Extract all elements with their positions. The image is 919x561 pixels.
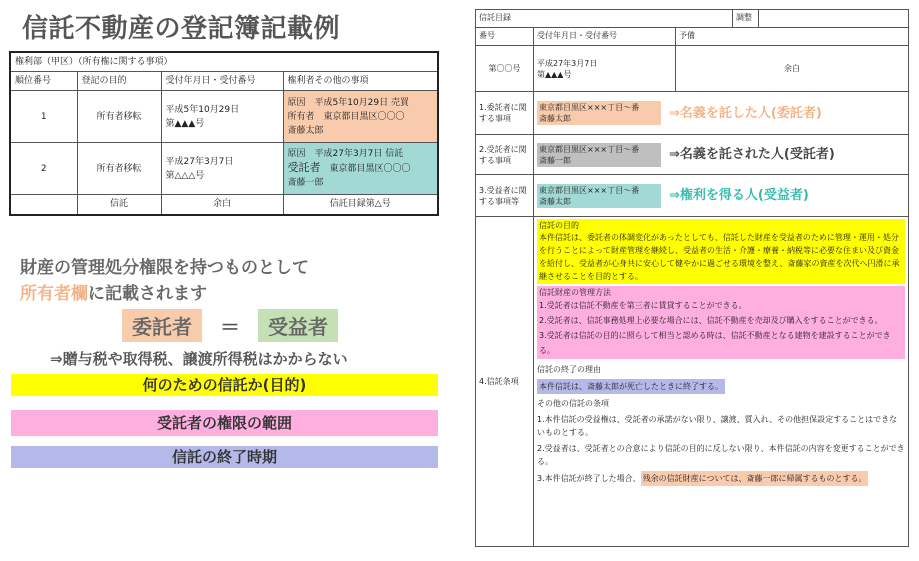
row1-purpose: 所有者移転 — [77, 91, 161, 143]
beneficiary-arrow-note: ⇒権利を得る人(受益者) — [669, 188, 809, 203]
end-heading: 信託の終了の理由 — [537, 365, 601, 374]
row3-rights: 信託目録第△号 — [283, 195, 438, 215]
row2-trustee-name: 斎藤一郎 — [287, 178, 324, 188]
owner-column-highlight: 所有者欄 — [20, 284, 88, 304]
page-title: 信託不動産の登記簿記載例 — [22, 14, 341, 44]
table-row — [476, 46, 909, 92]
catalog-title: 信託目録 — [476, 10, 733, 28]
catalog-date: 平成27年3月7日 — [537, 58, 598, 68]
trust-catalog-table — [475, 9, 909, 547]
beneficiary-label: 3.受益者に関する事項等 — [476, 175, 534, 217]
beneficiary-name: 斎藤太郎 — [539, 196, 571, 206]
row3-no — [10, 195, 77, 215]
catalog-blank: 余白 — [676, 46, 909, 92]
row1-owner-name: 斎藤太郎 — [287, 125, 324, 136]
register-table — [9, 51, 439, 216]
purpose-band: 何のための信託か(目的) — [11, 374, 438, 396]
trustee-cell — [534, 135, 909, 175]
row2-date: 平成27年3月7日 — [165, 156, 234, 167]
settlor-arrow-note: ⇒名義を託した人(委託者) — [669, 105, 822, 121]
purpose-section — [537, 219, 905, 284]
header-purpose: 登記の目的 — [77, 72, 161, 91]
beneficiary-box: 受益者 — [258, 309, 338, 342]
end-band: 信託の終了時期 — [11, 446, 438, 468]
catalog-adjust: 調整 — [733, 10, 759, 28]
management-section — [537, 286, 905, 359]
beneficiary-address: 東京都目黒区×××丁目〜番 — [539, 185, 640, 195]
catalog-number: 第〇〇号 — [476, 46, 534, 92]
row2-trustee-label: 受託者 — [287, 161, 321, 174]
management-item-2: 2.受託者は、信託事務処理上必要な場合には、信託不動産を売却及び購入をすることができる。 — [539, 316, 883, 325]
header-number: 番号 — [476, 28, 534, 46]
header-date: 受付年月日・受付番号 — [161, 72, 283, 91]
header-receipt: 受付年月日・受付番号 — [534, 28, 676, 46]
row2-purpose: 所有者移転 — [77, 143, 161, 195]
trustee-name: 斎藤一郎 — [539, 155, 571, 165]
row2-trustee-line — [288, 161, 434, 176]
table-row — [476, 92, 909, 135]
row2-trustee-addr: 東京都目黒区〇〇〇 — [329, 164, 411, 174]
end-body: 本件信託は、斎藤太郎が死亡したときに終了する。 — [537, 379, 725, 394]
settlor-label: 1.委託者に関する事項 — [476, 92, 534, 135]
row1-no: 1 — [10, 91, 77, 143]
row2-rights — [283, 143, 438, 195]
register-section-title: 権利部（甲区）（所有権に関する事項） — [10, 52, 438, 72]
other-item-3-lead: 3.本件信託が終了した場合、 — [537, 474, 641, 483]
explanation-line2-rest: に記載されます — [88, 284, 207, 304]
row3-date: 余白 — [161, 195, 283, 215]
table-row — [10, 91, 438, 143]
beneficiary-info — [537, 184, 661, 208]
conditions-cell — [534, 217, 909, 547]
row2-no: 2 — [10, 143, 77, 195]
catalog-adjust-value — [759, 10, 909, 28]
table-row — [476, 10, 909, 28]
table-row — [476, 28, 909, 46]
trustee-arrow-note: ⇒名義を託された人(受託者) — [669, 147, 835, 162]
explanation-line2 — [20, 281, 309, 307]
settlor-box: 委託者 — [122, 309, 202, 342]
catalog-receipt-number: 第▲▲▲号 — [537, 69, 572, 79]
row1-date-cell — [161, 91, 283, 143]
authority-band: 受託者の権限の範囲 — [11, 410, 438, 436]
header-rank: 順位番号 — [10, 72, 77, 91]
row1-rights — [283, 91, 438, 143]
other-item-3-highlight: 残余の信託財産については、斎藤一郎に帰属するものとする。 — [641, 471, 869, 486]
equals-sign: ＝ — [220, 315, 240, 339]
other-item-1: 1.本件信託の受益権は、受託者の承諾がない限り、譲渡、質入れ、その他担保設定することはできないものとする。 — [537, 415, 898, 437]
settlor-address: 東京都目黒区×××丁目〜番 — [539, 103, 640, 112]
purpose-body: 本件信託は、委託者の体調変化があったとしても、信託した財産を受益者のために管理・運用・処分を行うことによって財産管理を継続し、受益者の生活・介護・療養・納税等に必要な住まい及び資金を給付し、受益者が心身共に安心して健やかに過ごせる環境を整え、斎藤家の資産を次代へ円滑に承継させることを目的とする。 — [539, 233, 900, 281]
trustee-info — [537, 143, 661, 167]
table-row — [476, 175, 909, 217]
row2-date-cell — [161, 143, 283, 195]
tax-note: ⇒贈与税や取得税、譲渡所得税はかからない — [50, 350, 348, 368]
table-row — [10, 195, 438, 215]
other-item-3 — [537, 471, 905, 486]
row1-date: 平成5年10月29日 — [165, 104, 240, 115]
conditions-label: 4.信託条項 — [476, 217, 534, 547]
purpose-heading: 信託の目的 — [539, 221, 579, 230]
trustee-address: 東京都目黒区×××丁目〜番 — [539, 144, 640, 154]
settlor-cell — [534, 92, 909, 135]
row1-owner: 所有者 東京都目黒区〇〇〇 — [287, 111, 405, 122]
explanation-text — [20, 255, 309, 307]
table-row — [10, 143, 438, 195]
beneficiary-cell — [534, 175, 909, 217]
table-row — [476, 217, 909, 547]
settlor-info — [537, 101, 661, 125]
row3-purpose: 信託 — [77, 195, 161, 215]
beneficiary-content — [537, 184, 905, 208]
explanation-line1: 財産の管理処分権限を持つものとして — [20, 258, 309, 278]
settlor-name: 斎藤太郎 — [539, 114, 571, 123]
row1-number: 第▲▲▲号 — [165, 118, 205, 129]
equation-row — [122, 309, 338, 342]
management-item-1: 1.受託者は信託不動産を第三者に賃貸することができる。 — [539, 301, 747, 310]
row2-cause: 原因 平成27年3月7日 信託 — [287, 149, 404, 159]
management-item-3: 3.受託者は信託の目的に照らして相当と認める時は、信託不動産となる建物を建設することができる。 — [539, 331, 891, 355]
table-row — [476, 135, 909, 175]
other-item-2: 2.受益者は、受託者との合意により信託の目的に反しない限り、本件信託の内容を変更することができる。 — [537, 444, 905, 466]
trustee-content — [537, 143, 905, 167]
catalog-receipt-cell — [534, 46, 676, 92]
management-heading: 信託財産の管理方法 — [539, 288, 611, 297]
other-heading: その他の信託の条項 — [537, 399, 609, 408]
row2-number: 第△△△号 — [165, 170, 205, 181]
settlor-content — [537, 101, 905, 125]
header-rights: 権利者その他の事項 — [283, 72, 438, 91]
trustee-label: 2.受託者に関する事項 — [476, 135, 534, 175]
row1-cause: 原因 平成5年10月29日 売買 — [287, 97, 409, 108]
header-reserve: 予備 — [676, 28, 909, 46]
